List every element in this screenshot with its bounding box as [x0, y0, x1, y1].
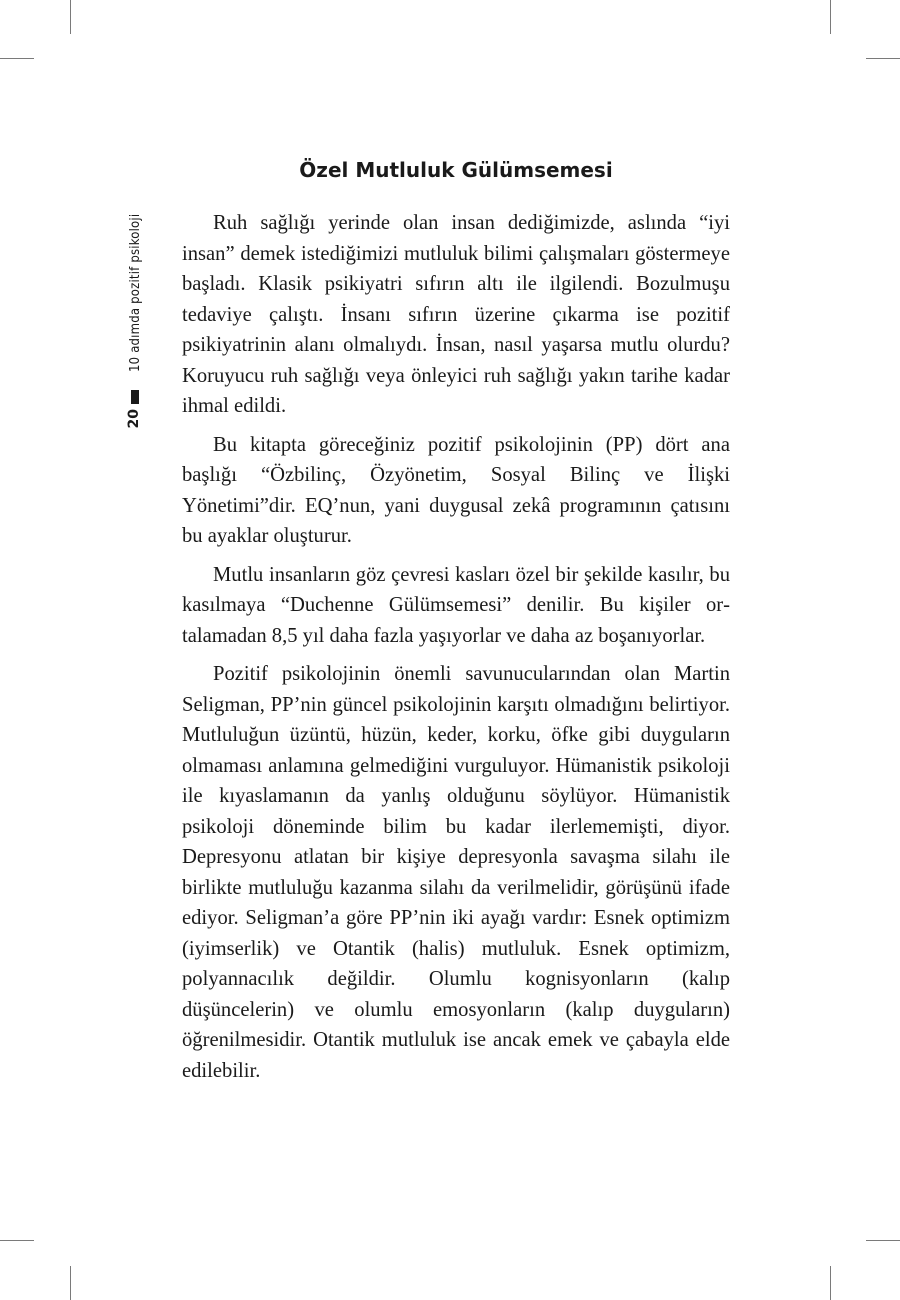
page-number: 20	[126, 409, 142, 429]
paragraph-2: Bu kitapta göreceğiniz pozitif psikolojinin (PP) dört ana başlığı “Özbilinç, Özyönetim, Sosyal Bilinç ve İlişki Yönetimi”dir. EQ’nun, yani duygusal zekâ programının çatısını bu ayaklar oluşturur.	[182, 433, 730, 547]
crop-mark-top-right	[830, 0, 831, 34]
crop-mark-right-bottom	[866, 1240, 900, 1241]
crop-mark-right-top	[866, 58, 900, 59]
crop-mark-left-bottom	[0, 1240, 34, 1241]
section-title: Özel Mutluluk Gülümsemesi	[299, 158, 613, 182]
crop-mark-bottom-right	[830, 1266, 831, 1300]
paragraph-1: Ruh sağlığı yerinde olan insan dediğimizde, aslında “iyi insan” demek istediğimizi mutluluk bilimi çalışmaları göstermeye başladı. Klasik psikiyatri sıfırın altı ile ilgilendi. Bozulmuşu tedaviye çalıştı. İnsanı sıfırın üzerine çıkarma ise pozitif psikiyatrinin alanı olmalıydı. İnsan, nasıl yaşarsa mutlu olurdu? Koruyucu ruh sağlığı veya önleyici ruh sağlığı yakın tarihe kadar ihmal edildi.	[182, 212, 730, 417]
crop-mark-left-top	[0, 58, 34, 59]
crop-mark-bottom-left	[70, 1266, 71, 1300]
running-head-marker	[131, 390, 139, 404]
crop-mark-top-left	[70, 0, 71, 34]
running-head: 10 adımda pozitif psikoloji	[128, 214, 143, 373]
paragraph-3: Mutlu insanların göz çevresi kasları özel bir şekilde kasılır, bu kasılmaya “Duchenne Gülümsemesi” denilir. Bu kişiler ortalamadan 8,5 yıl daha fazla yaşıyorlar ve daha az boşanıyorlar.	[182, 563, 730, 647]
paragraph-4: Pozitif psikolojinin önemli savunucularından olan Martin Seligman, PP’nin güncel psikolojinin karşıtı olmadığını belirtiyor. Mutluluğun üzüntü, hüzün, keder, korku, öfke gibi duyguların olmaması anlamına gelmediğini vurguluyor. Hümanistik psikoloji ile kıyaslamanın da yanlış olduğunu söylüyor. Hümanistik psikoloji döneminde bilim bu kadar ilerlememişti, diyor. Depresyonu atlatan bir kişiye depresyonla savaşma silahı ile birlikte mutluluğu kazanma silahı da verilmelidir, görüşünü ifade ediyor. Seligman’a göre PP’nin iki ayağı vardır: Esnek optimizm (iyimserlik) ve Otantik (halis) mutluluk. Esnek optimizm, polyannacılık değildir. Olumlu kognisyonların (kalıp düşüncelerin) ve olumlu emosyonların (kalıp duyguların) öğrenilmesidir. Otantik mutluluk ise ancak emek ve çabayla elde edilebilir.	[182, 663, 730, 1082]
body-text	[182, 208, 730, 1094]
